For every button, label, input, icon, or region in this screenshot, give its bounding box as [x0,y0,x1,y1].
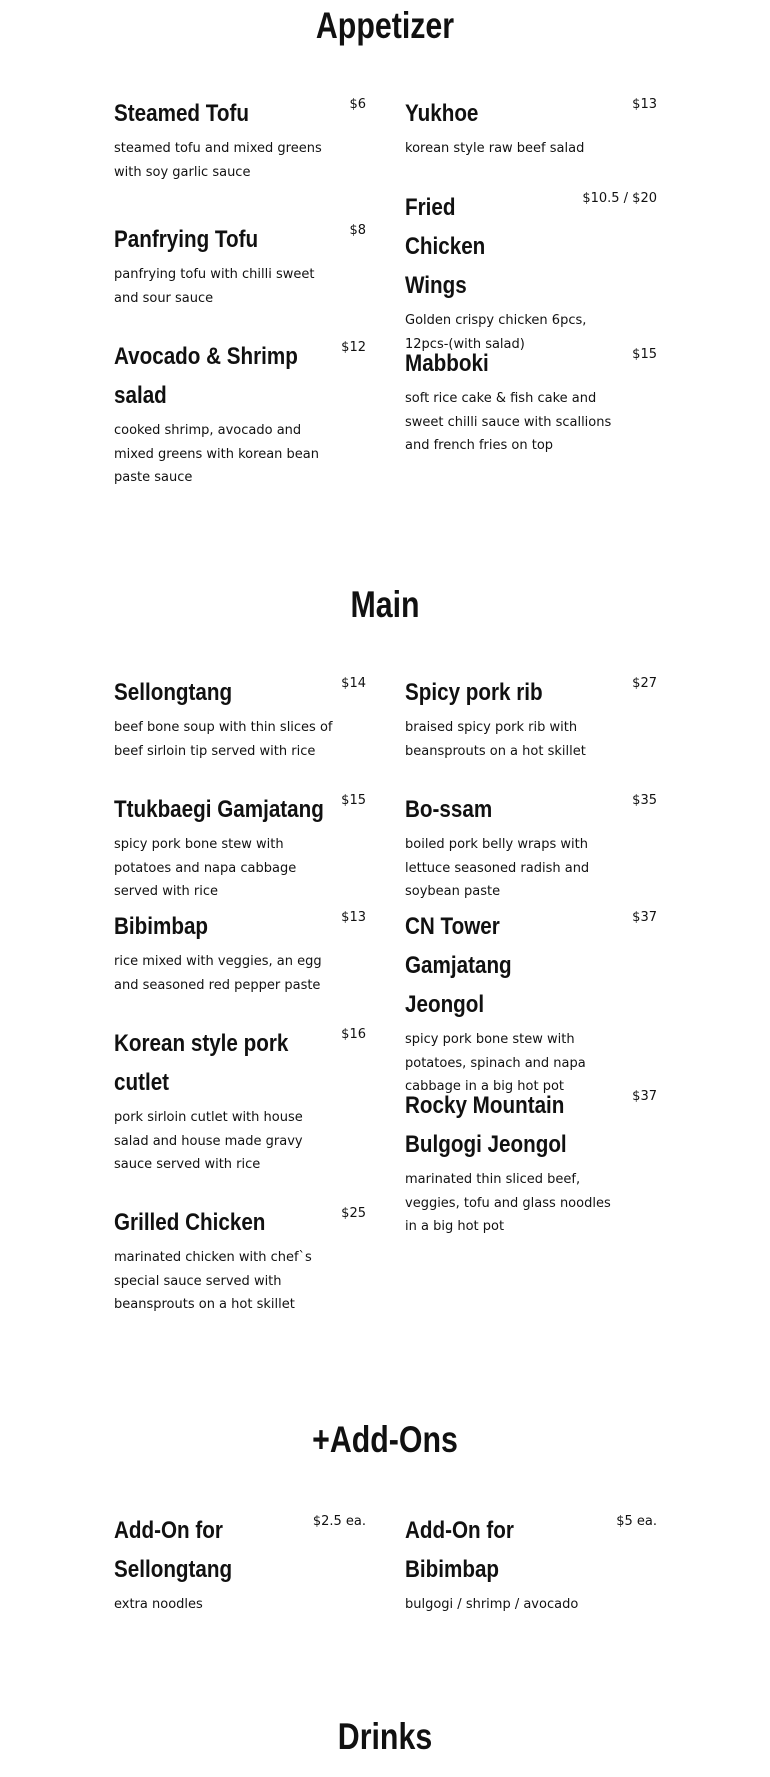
item-description: cooked shrimp, avocado and mixed greens with korean bean paste sauce [114,423,319,485]
appetizer-right-column [405,94,657,486]
item-description: korean style raw beef salad [405,141,585,156]
item-name: Add-On for Sellongtang [114,1517,233,1583]
item-price: $25 [341,1206,366,1221]
item-price: $15 [341,793,366,808]
item-name: CN Tower Gamjatang Jeongol [405,913,512,1018]
item-price: $12 [341,340,366,355]
menu-item-korean-style-pork-cutlet [114,1024,366,1175]
menu-item-addon-sellongtang [114,1511,366,1617]
menu-item-ttukbaegi-gamjatang [114,790,366,899]
menu-item-rocky-mountain-bulgogi-jeongol [405,1086,657,1239]
item-name: Panfrying Tofu [114,226,259,253]
menu-item-avocado-shrimp-salad [114,337,366,490]
menu-item-yukhoe [405,94,657,160]
item-description: spicy pork bone stew with potatoes and napa cabbage served with rice [114,837,297,899]
addons-right-column [405,1511,657,1645]
item-description: beef bone soup with thin slices of beef sirloin tip served with rice [114,720,333,759]
item-price: $16 [341,1027,366,1042]
menu-item-cn-tower-gamjatang-jeongol [405,907,657,1094]
item-description: panfrying tofu with chilli sweet and sour sauce [114,267,315,306]
item-description: Golden crispy chicken 6pcs, 12pcs-(with salad) [405,313,587,352]
item-price: $37 [632,910,657,925]
item-name: Yukhoe [405,100,479,127]
item-price: $35 [632,793,657,808]
item-price: $37 [632,1089,657,1104]
drinks-title: Drinks [337,1716,433,1757]
item-price: $15 [632,347,657,362]
item-price: $10.5 / $20 [582,191,657,206]
item-name: Spicy pork rib [405,679,543,706]
main-title: Main [350,584,420,625]
menu-item-addon-bibimbap [405,1511,657,1617]
item-price: $8 [349,223,366,238]
menu-item-steamed-tofu [114,94,366,192]
addons-left-column [114,1511,366,1645]
appetizer-left-column [114,94,366,518]
item-name: Bibimbap [114,913,209,940]
addons-title: +Add-Ons [312,1419,458,1460]
item-price: $6 [349,97,366,112]
menu-item-grilled-chicken [114,1203,366,1317]
item-name: Sellongtang [114,679,233,706]
item-description: steamed tofu and mixed greens with soy garlic sauce [114,141,322,180]
item-description: marinated thin sliced beef, veggies, tofu and glass noodles in a big hot pot [405,1172,611,1234]
item-price: $5 ea. [616,1514,657,1529]
item-description: soft rice cake & fish cake and sweet chilli sauce with scallions and french fries on top [405,391,612,453]
item-description: bulgogi / shrimp / avocado [405,1597,579,1612]
menu-item-mabboki [405,344,657,458]
item-name: Grilled Chicken [114,1209,266,1236]
item-description: marinated chicken with chef`s special sauce served with beansprouts on a hot skillet [114,1250,312,1312]
menu-item-bibimbap [114,907,366,996]
item-name: Steamed Tofu [114,100,249,127]
item-name: Korean style pork cutlet [114,1030,289,1096]
item-description: pork sirloin cutlet with house salad and house made gravy sauce served with rice [114,1110,303,1172]
item-name: Add-On for Bibimbap [405,1517,514,1583]
item-name: Avocado & Shrimp salad [114,343,298,409]
item-name: Fried Chicken Wings [405,194,486,299]
item-description: extra noodles [114,1597,203,1612]
menu-item-fried-chicken-wings [405,188,657,352]
item-name wide: Ttukbaegi Gamjatang [114,796,324,823]
menu-item-sellongtang [114,673,366,762]
appetizer-title: Appetizer [315,5,455,46]
main-right-column [405,673,657,1267]
item-price: $14 [341,676,366,691]
item-name: Bo-ssam [405,796,493,823]
item-name: Rocky Mountain Bulgogi Jeongol [405,1092,567,1158]
menu-item-spicy-pork-rib [405,673,657,762]
item-description: boiled pork belly wraps with lettuce seasoned radish and soybean paste [405,837,590,899]
item-description: rice mixed with veggies, an egg and seasoned red pepper paste [114,954,322,993]
menu-item-panfrying-tofu [114,220,366,309]
item-price: $2.5 ea. [312,1514,366,1529]
main-left-column [114,673,366,1345]
item-price: $13 [632,97,657,112]
item-description: braised spicy pork rib with beansprouts on a hot skillet [405,720,586,759]
item-price: $27 [632,676,657,691]
menu-item-bo-ssam [405,790,657,899]
item-price: $13 [341,910,366,925]
item-name: Mabboki [405,350,489,377]
item-description: spicy pork bone stew with potatoes, spinach and napa cabbage in a big hot pot [405,1032,586,1094]
